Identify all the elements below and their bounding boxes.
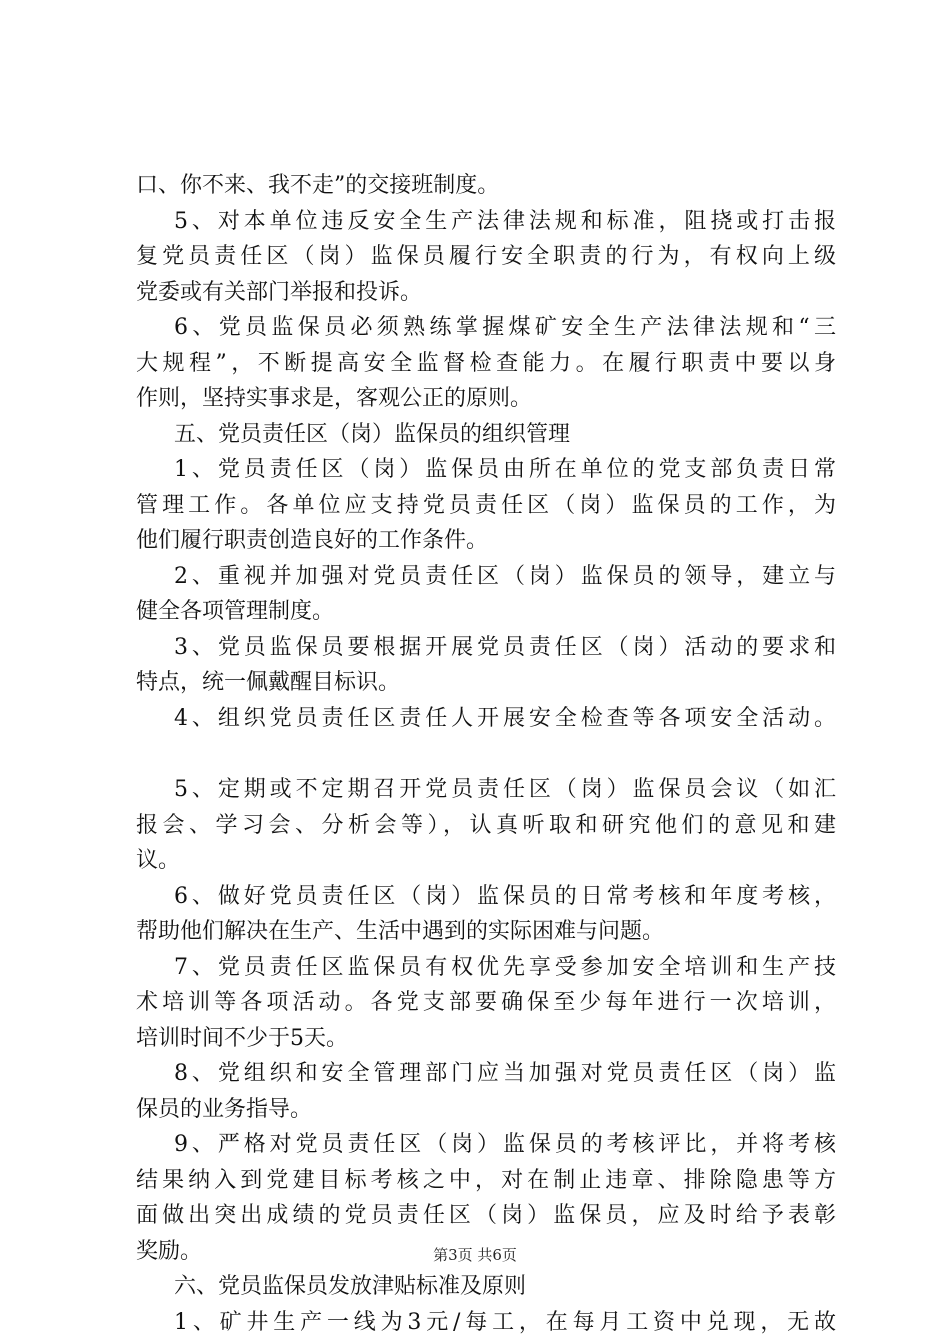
text-line: 2、重视并加强对党员责任区（岗）监保员的领导，建立与 — [174, 563, 836, 589]
text-line: 大规程”，不断提高安全监督检查能力。在履行职责中要以身 — [136, 350, 836, 376]
text-line: 3、党员监保员要根据开展党员责任区（岗）活动的要求和 — [174, 634, 836, 660]
page-number-footer: 第3页 共6页 — [433, 1246, 517, 1264]
text-line: 作则，坚持实事求是，客观公正的原则。 — [136, 386, 533, 411]
text-line: 培训时间不少于5天。 — [136, 1025, 348, 1051]
text-line: 议。 — [136, 848, 181, 873]
text-line: 奖励。 — [136, 1238, 203, 1264]
text-line: 党委或有关部门举报和投诉。 — [136, 279, 423, 305]
text-line: 9、严格对党员责任区（岗）监保员的考核评比，并将考核 — [174, 1132, 836, 1157]
text-line: 1、矿井生产一线为3元/每工，在每月工资中兑现，无故 — [174, 1309, 836, 1335]
text-line: 面做出突出成绩的党员责任区（岗）监保员，应及时给予表彰 — [136, 1203, 836, 1228]
text-line: 8、党组织和安全管理部门应当加强对党员责任区（岗）监 — [174, 1061, 836, 1086]
text-line: 健全各项管理制度。 — [136, 599, 335, 624]
text-line: 术培训等各项活动。各党支部要确保至少每年进行一次培训， — [136, 990, 836, 1015]
text-line: 帮助他们解决在生产、生活中遇到的实际困难与问题。 — [136, 919, 665, 944]
document-body — [136, 168, 836, 1340]
section-heading: 六、党员监保员发放津贴标准及原则 — [174, 1274, 527, 1299]
text-line: 6、党员监保员必须熟练掌握煤矿安全生产法律法规和“三 — [174, 315, 836, 340]
text-line: 复党员责任区（岗）监保员履行安全职责的行为，有权向上级 — [136, 244, 836, 269]
text-line: 口、你不来、我不走”的交接班制度。 — [136, 173, 500, 198]
text-line: 保员的业务指导。 — [136, 1096, 313, 1122]
text-line: 5、定期或不定期召开党员责任区（岗）监保员会议（如汇 — [174, 777, 836, 802]
text-line: 6、做好党员责任区（岗）监保员的日常考核和年度考核， — [174, 883, 836, 909]
text-line: 结果纳入到党建目标考核之中，对在制止违章、排除隐患等方 — [136, 1167, 836, 1193]
text-line: 4、组织党员责任区责任人开展安全检查等各项安全活动。 — [174, 705, 836, 731]
text-line: 报会、学习会、分析会等），认真听取和研究他们的意见和建 — [136, 812, 836, 838]
section-heading: 五、党员责任区（岗）监保员的组织管理 — [174, 421, 571, 447]
text-line: 他们履行职责创造良好的工作条件。 — [136, 528, 489, 553]
text-line: 管理工作。各单位应支持党员责任区（岗）监保员的工作，为 — [136, 492, 836, 518]
text-line: 特点，统一佩戴醒目标识。 — [136, 670, 401, 695]
text-line: 1、党员责任区（岗）监保员由所在单位的党支部负责日常 — [174, 457, 836, 482]
text-line: 5、对本单位违反安全生产法律法规和标准，阻挠或打击报 — [174, 208, 836, 234]
text-line: 7、党员责任区监保员有权优先享受参加安全培训和生产技 — [174, 954, 836, 980]
blank-line — [136, 736, 836, 772]
